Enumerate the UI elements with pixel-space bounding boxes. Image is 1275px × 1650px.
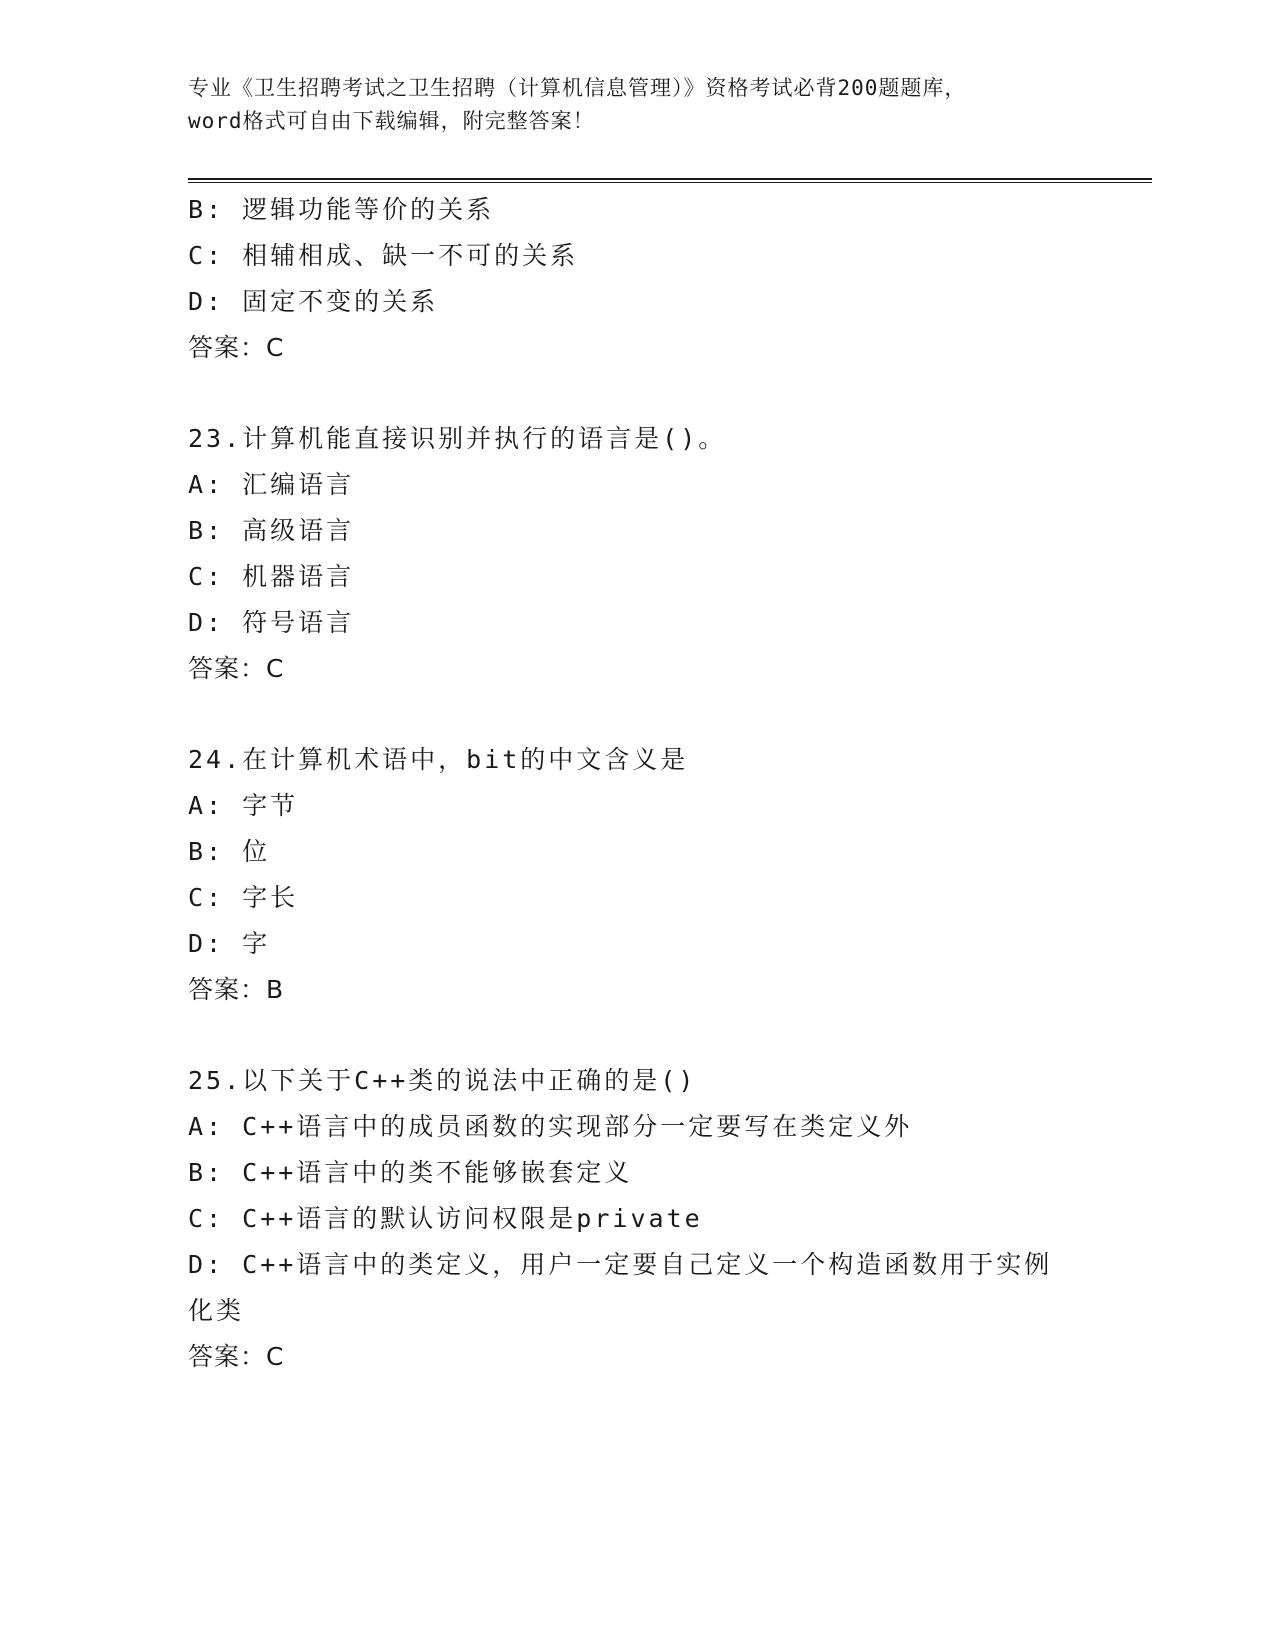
q25-option-c: C: C++语言的默认访问权限是private	[188, 1204, 703, 1233]
q25-option-b: B: C++语言中的类不能够嵌套定义	[188, 1158, 633, 1187]
q24-option-b: B: 位	[188, 837, 271, 866]
question-23-block	[188, 416, 1088, 692]
question-22-block	[188, 187, 1088, 371]
question-24-block	[188, 737, 1088, 1013]
q22-option-b: B: 逻辑功能等价的关系	[188, 195, 495, 224]
q22-option-c: C: 相辅相成、缺一不可的关系	[188, 241, 579, 270]
header-line-1: 专业《卫生招聘考试之卫生招聘（计算机信息管理）》资格考试必背200题题库，	[188, 76, 967, 100]
spacer	[188, 692, 1088, 737]
q23-answer: 答案：C	[188, 654, 285, 683]
q25-option-d-line-2: 化类	[188, 1296, 245, 1325]
header-divider	[188, 178, 1152, 183]
question-list	[188, 187, 1088, 1380]
q24-option-a: A: 字节	[188, 791, 299, 820]
q23-option-d: D: 符号语言	[188, 608, 355, 637]
q23-option-c: C: 机器语言	[188, 562, 355, 591]
q25-option-a: A: C++语言中的成员函数的实现部分一定要写在类定义外	[188, 1112, 913, 1141]
spacer	[188, 1013, 1088, 1058]
header-line-2: word格式可自由下载编辑，附完整答案！	[188, 109, 595, 133]
q22-answer: 答案：C	[188, 333, 285, 362]
q23-option-b: B: 高级语言	[188, 516, 355, 545]
q24-option-c: C: 字长	[188, 883, 299, 912]
q25-answer: 答案：C	[188, 1342, 285, 1371]
spacer	[188, 371, 1088, 416]
q24-question: 24.在计算机术语中，bit的中文含义是	[188, 745, 689, 774]
q23-question: 23.计算机能直接识别并执行的语言是()。	[188, 424, 727, 453]
question-25-block	[188, 1058, 1088, 1380]
document-header	[188, 72, 1088, 138]
q22-option-d: D: 固定不变的关系	[188, 287, 439, 316]
q24-answer: 答案：B	[188, 975, 285, 1004]
q25-question: 25.以下关于C++类的说法中正确的是()	[188, 1066, 697, 1095]
q25-option-d-line-1: D: C++语言中的类定义，用户一定要自己定义一个构造函数用于实例	[188, 1250, 1053, 1279]
q23-option-a: A: 汇编语言	[188, 470, 355, 499]
q24-option-d: D: 字	[188, 929, 271, 958]
